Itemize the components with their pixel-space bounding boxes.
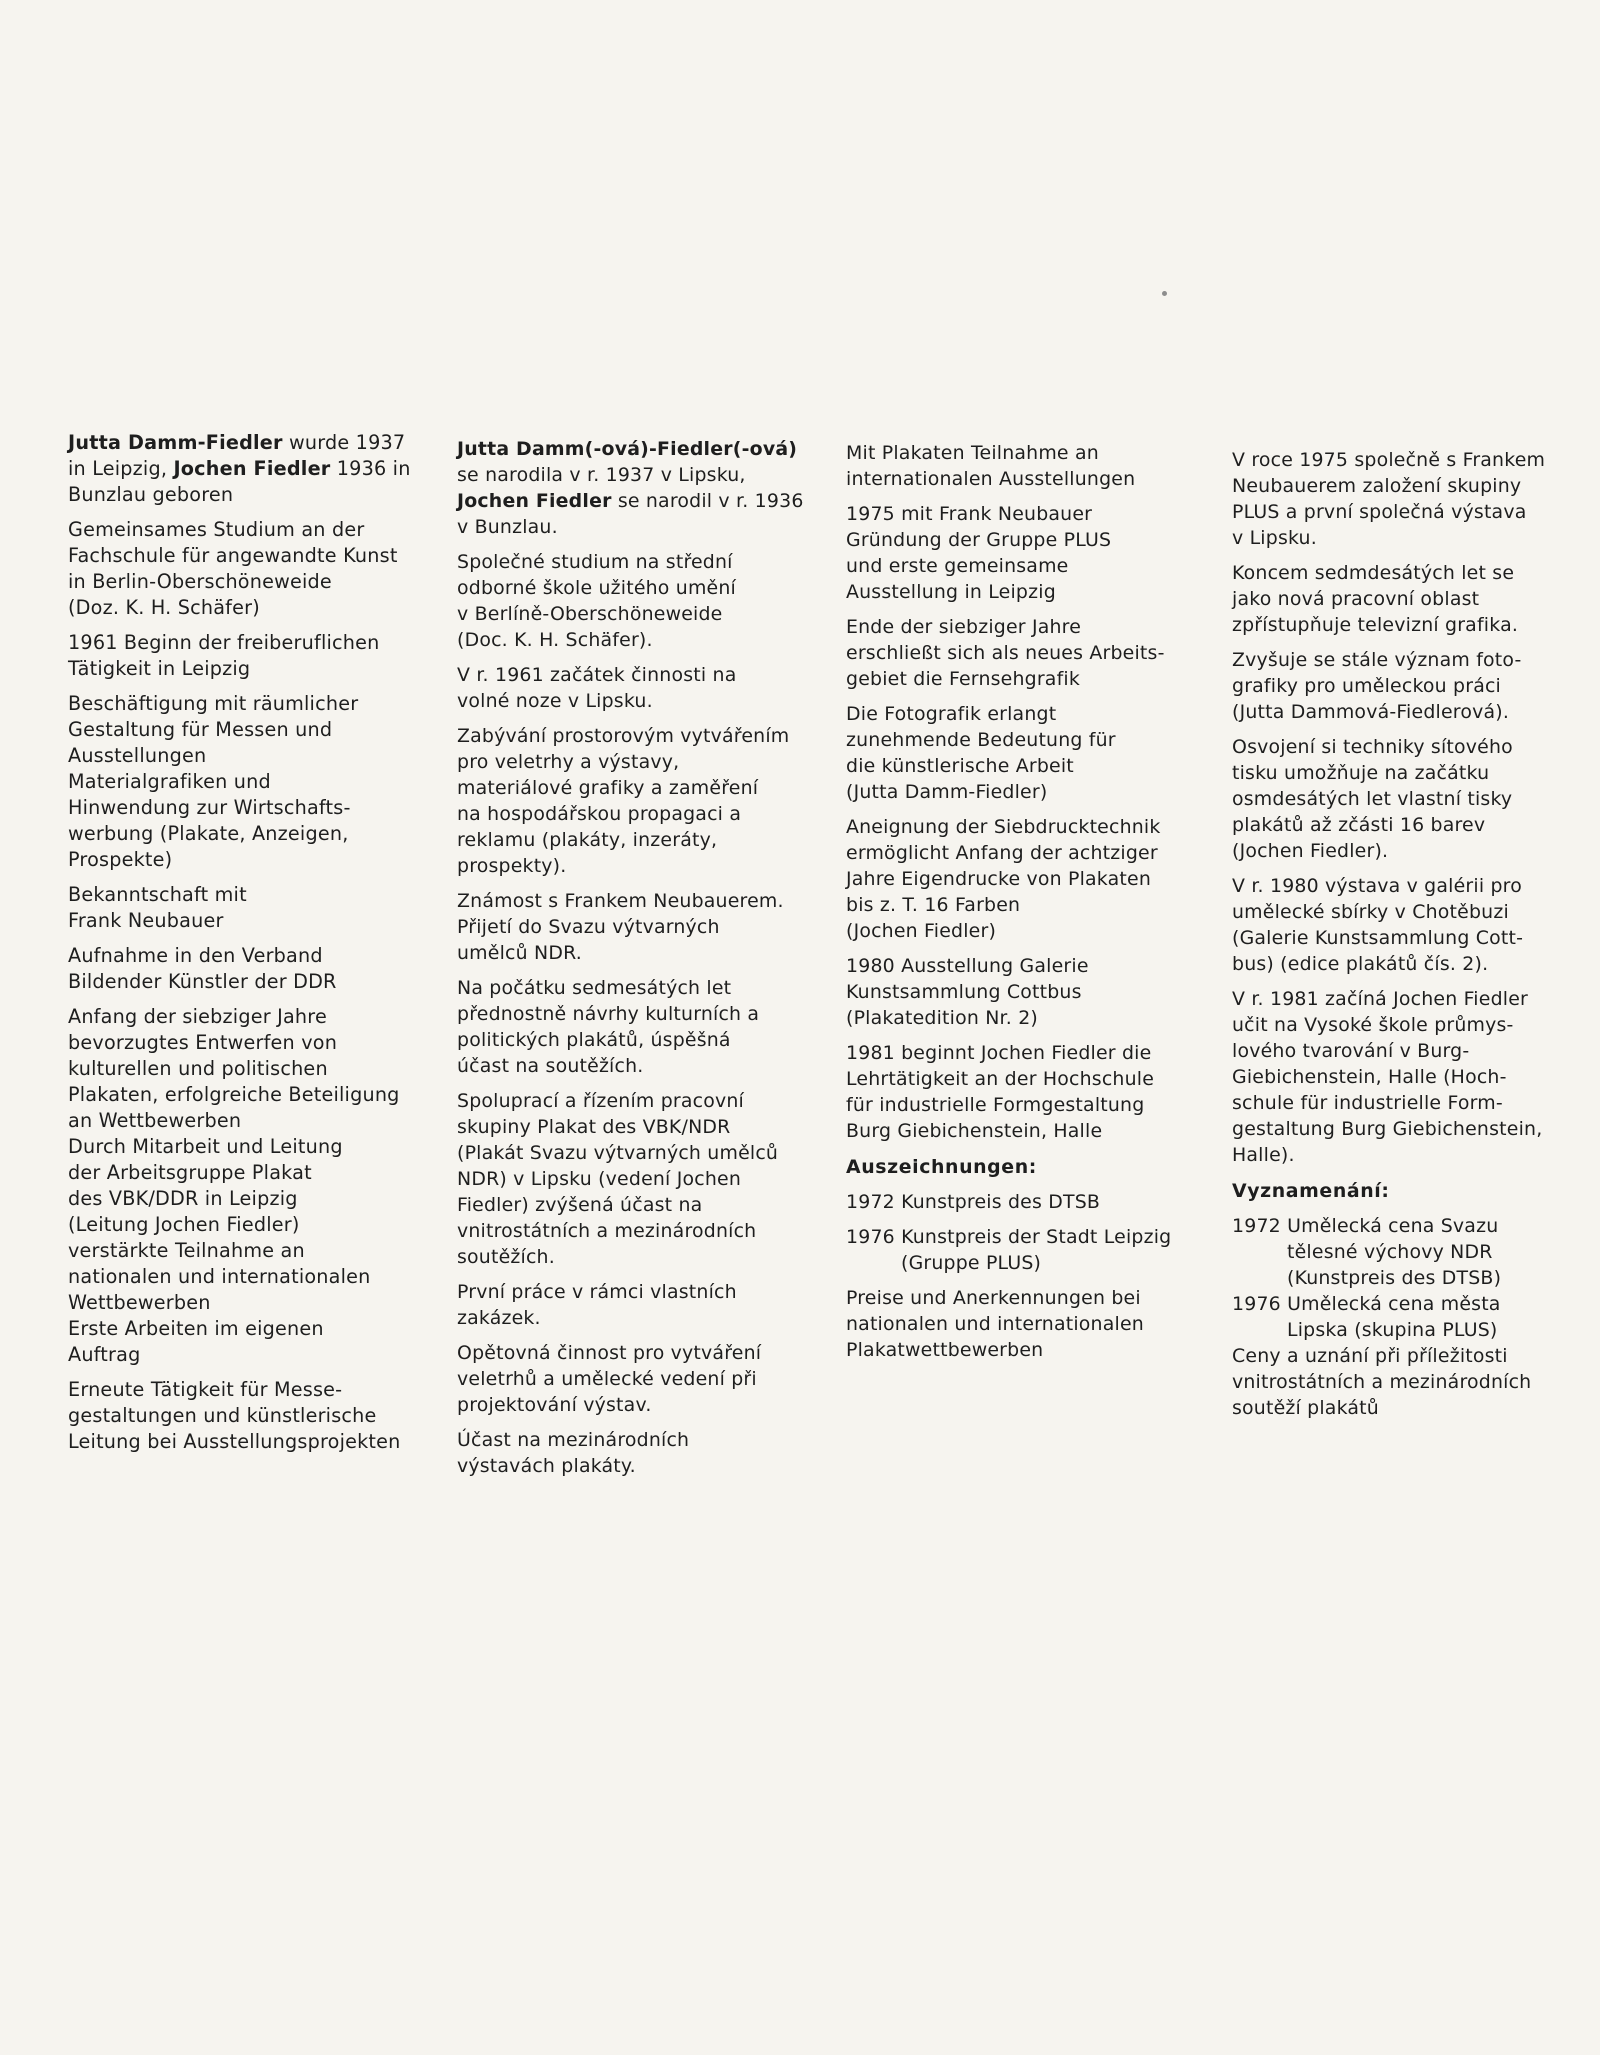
paragraph: Spoluprací a řízením pracovní skupiny Plakat des VBK/NDR (Plakát Svazu výtvarných umělců NDR) v Lipsku (vedení Jochen Fiedler) zvýšená účast na vnitrostátních a mezinárodních soutěžích.: [457, 1090, 779, 1268]
paragraph: Anfang der siebziger Jahre bevorzugtes Entwerfen von kulturellen und politischen Plakaten, erfolgreiche Beteiligung an Wettbewerben: [68, 1005, 400, 1132]
paragraph: 1980 Ausstellung Galerie Kunstsammlung Cottbus (Plakatedition Nr. 2): [846, 955, 1089, 1029]
paragraph: Ende der siebziger Jahre erschließt sich als neues Arbeits- gebiet die Fernsehgrafik: [846, 616, 1165, 690]
paragraph: Beschäftigung mit räumlicher Gestaltung für Messen und Ausstellungen: [68, 692, 359, 767]
paragraph: Aufnahme in den Verband Bildender Künstler der DDR: [68, 944, 337, 993]
award-item: 1976 Kunstpreis der Stadt Leipzig (Gruppe PLUS): [846, 1226, 1172, 1274]
paragraph: Osvojení si techniky sítového tisku umožňuje na začátku osmdesátých let vlastní tisky plakátů až zčásti 16 barev (Jochen Fiedler).: [1232, 736, 1513, 862]
paragraph: Opětovná činnost pro vytváření veletrhů a umělecké vedení při projektování výstav.: [457, 1342, 762, 1416]
paragraph: Na počátku sedmesátých let přednostně návrhy kulturních a politických plakátů, úspěšná účast na soutěžích.: [457, 977, 760, 1077]
paragraph: Preise und Anerkennungen bei nationalen und internationalen Plakatwettbewerben: [846, 1287, 1144, 1361]
paragraph: Durch Mitarbeit und Leitung der Arbeitsgruppe Plakat des VBK/DDR in Leipzig (Leitung Jochen Fiedler) verstärkte Teilnahme an nationalen und internationalen Wettbewerben: [68, 1135, 371, 1314]
paragraph: Účast na mezinárodních výstavách plakáty.: [457, 1429, 690, 1477]
paragraph: V roce 1975 společně s Frankem Neubauerem založení skupiny PLUS a první společná výstava v Lipsku.: [1232, 449, 1546, 549]
column-czech-biography: [457, 436, 812, 1488]
bio-intro: Jutta Damm(-ová)-Fiedler(-ová) se narodila v r. 1937 v Lipsku, Jochen Fiedler se narodil v r. 1936 v Bunzlau.: [457, 436, 812, 540]
awards-heading: Vyznamenání:: [1232, 1180, 1390, 1202]
paragraph: Známost s Frankem Neubauerem. Přijetí do Svazu výtvarných umělců NDR.: [457, 890, 784, 964]
column-german-continued: [846, 440, 1201, 1372]
paragraph: Společné studium na střední odborné škole užitého umění v Berlíně-Oberschöneweide (Doc. K. H. Schäfer).: [457, 551, 736, 651]
paragraph: Zvyšuje se stále význam foto- grafiky pro uměleckou práci (Jutta Dammová-Fiedlerová).: [1232, 649, 1522, 723]
paragraph: Die Fotografik erlangt zunehmende Bedeutung für die künstlerische Arbeit (Jutta Damm-Fiedler): [846, 703, 1116, 803]
paragraph: Materialgrafiken und Hinwendung zur Wirtschafts- werbung (Plakate, Anzeigen, Prospekte): [68, 770, 351, 871]
bio-intro: Jutta Damm-Fiedler wurde 1937 in Leipzig, Jochen Fiedler 1936 in Bunzlau geboren: [68, 431, 411, 506]
paragraph: Koncem sedmdesátých let se jako nová pracovní oblast zpřístupňuje televizní grafika.: [1232, 562, 1519, 636]
column-german-biography: [68, 430, 423, 1464]
column-czech-continued: [1232, 447, 1592, 1430]
paragraph: 1961 Beginn der freiberuflichen Tätigkeit in Leipzig: [68, 631, 380, 680]
paragraph: Gemeinsames Studium an der Fachschule für angewandte Kunst in Berlin-Oberschöneweide (Doz. K. H. Schäfer): [68, 518, 398, 619]
ink-speck: [1162, 291, 1167, 296]
paragraph: Bekanntschaft mit Frank Neubauer: [68, 883, 247, 932]
paragraph: V r. 1980 výstava v galérii pro umělecké sbírky v Chotěbuzi (Galerie Kunstsammlung Cott- bus) (edice plakátů čís. 2).: [1232, 875, 1524, 975]
paragraph: Ceny a uznání při příležitosti vnitrostátních a mezinárodních soutěží plakátů: [1232, 1345, 1532, 1419]
award-item: 1972 Umělecká cena Svazu tělesné výchovy NDR (Kunstpreis des DTSB): [1232, 1215, 1502, 1289]
name-jochen: Jochen Fiedler: [173, 457, 331, 480]
paragraph: 1981 beginnt Jochen Fiedler die Lehrtätigkeit an der Hochschule für industrielle Formgestaltung Burg Giebichenstein, Halle: [846, 1042, 1155, 1142]
award-item: 1976 Umělecká cena města Lipska (skupina PLUS): [1232, 1293, 1501, 1341]
name-jutta: Jutta Damm(-ová)-Fiedler(-ová): [457, 438, 798, 460]
paragraph: 1975 mit Frank Neubauer Gründung der Gruppe PLUS und erste gemeinsame Ausstellung in Leipzig: [846, 503, 1112, 603]
paragraph: Erste Arbeiten im eigenen Auftrag: [68, 1317, 324, 1366]
paragraph: Erneute Tätigkeit für Messe- gestaltungen und künstlerische Leitung bei Ausstellungsprojekten: [68, 1378, 401, 1453]
name-jutta: Jutta Damm-Fiedler: [68, 431, 283, 454]
paragraph: Mit Plakaten Teilnahme an internationalen Ausstellungen: [846, 442, 1136, 490]
paragraph: Aneignung der Siebdrucktechnik ermöglicht Anfang der achtziger Jahre Eigendrucke von Plakaten bis z. T. 16 Farben (Jochen Fiedler): [846, 816, 1161, 942]
name-jochen: Jochen Fiedler: [457, 490, 612, 512]
award-item: 1972 Kunstpreis des DTSB: [846, 1191, 1101, 1213]
paragraph: Zabývání prostorovým vytvářením pro veletrhy a výstavy, materiálové grafiky a zaměření na hospodářskou propagaci a reklamu (plakáty, inzeráty, prospekty).: [457, 725, 790, 877]
awards-heading: Auszeichnungen:: [846, 1156, 1037, 1178]
paragraph: V r. 1961 začátek činnosti na volné noze v Lipsku.: [457, 664, 737, 712]
paragraph: V r. 1981 začíná Jochen Fiedler učit na Vysoké škole průmys- lového tvarování v Burg- Giebichenstein, Halle (Hoch- schule für industrielle Form- gestaltung Burg Giebichenstein, Halle).: [1232, 988, 1543, 1166]
paragraph: První práce v rámci vlastních zakázek.: [457, 1281, 737, 1329]
